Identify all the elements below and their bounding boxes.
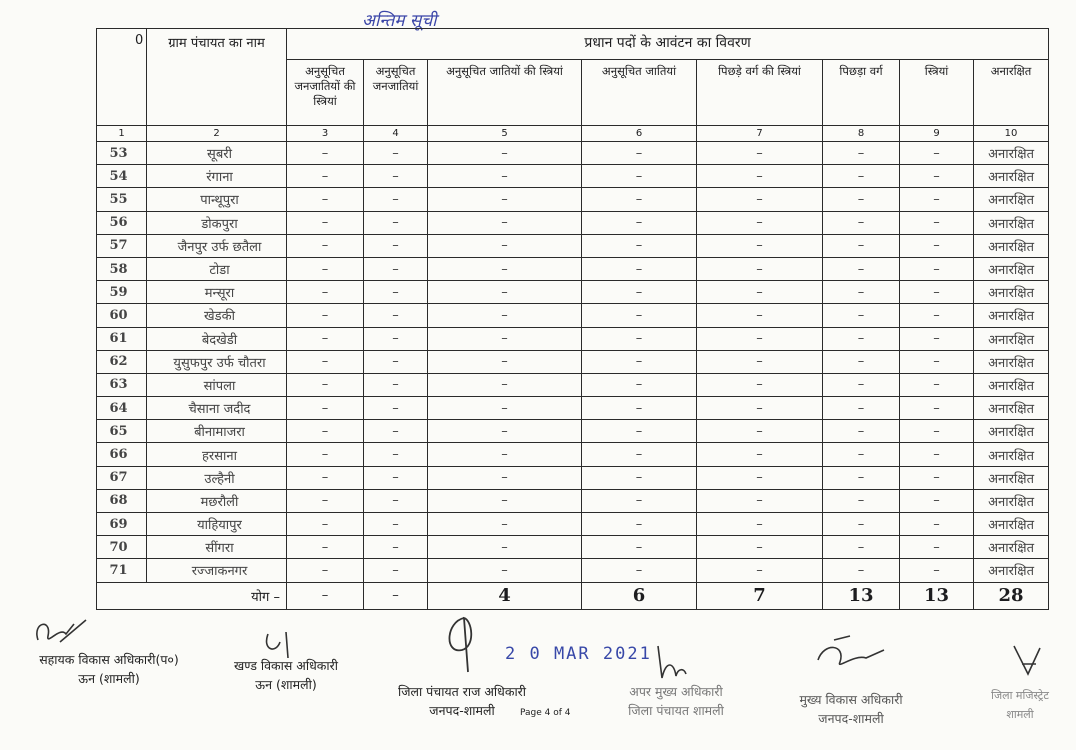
signature-title: सहायक विकास अधिकारी(प०) — [39, 652, 179, 667]
row-dash-cell: – — [428, 536, 582, 559]
table-row — [97, 373, 1049, 396]
total-c9: 13 — [900, 582, 974, 609]
row-dash-cell: – — [900, 397, 974, 420]
row-dash-cell: – — [823, 304, 900, 327]
row-panchayat-name: डोकपुरा — [147, 211, 287, 234]
row-unreserved-cell: अनारक्षित — [974, 188, 1049, 211]
table-row — [97, 234, 1049, 257]
row-serial: 57 — [97, 234, 147, 257]
signature-title: अपर मुख्य अधिकारी — [629, 684, 723, 699]
row-unreserved-cell: अनारक्षित — [974, 165, 1049, 188]
row-unreserved-cell: अनारक्षित — [974, 281, 1049, 304]
signature-title: खण्ड विकास अधिकारी — [234, 658, 338, 673]
row-dash-cell: – — [364, 513, 428, 536]
row-dash-cell: – — [900, 234, 974, 257]
row-dash-cell: – — [900, 350, 974, 373]
row-serial: 58 — [97, 257, 147, 280]
total-c6: 6 — [582, 582, 697, 609]
table-body — [97, 142, 1049, 583]
row-dash-cell: – — [823, 420, 900, 443]
row-dash-cell: – — [428, 327, 582, 350]
row-dash-cell: – — [287, 513, 364, 536]
row-dash-cell: – — [900, 466, 974, 489]
row-dash-cell: – — [287, 350, 364, 373]
row-dash-cell: – — [697, 188, 823, 211]
row-dash-cell: – — [823, 234, 900, 257]
row-dash-cell: – — [900, 536, 974, 559]
row-dash-cell: – — [823, 489, 900, 512]
row-dash-cell: – — [582, 281, 697, 304]
table-row — [97, 142, 1049, 165]
row-dash-cell: – — [287, 327, 364, 350]
table-row — [97, 489, 1049, 512]
row-dash-cell: – — [900, 304, 974, 327]
row-dash-cell: – — [287, 443, 364, 466]
row-dash-cell: – — [697, 373, 823, 396]
row-panchayat-name: उल्हैनी — [147, 466, 287, 489]
row-unreserved-cell: अनारक्षित — [974, 443, 1049, 466]
row-dash-cell: – — [697, 327, 823, 350]
column-number-row — [97, 126, 1049, 142]
total-c7: 7 — [697, 582, 823, 609]
row-serial: 67 — [97, 466, 147, 489]
table-row — [97, 513, 1049, 536]
row-dash-cell: – — [697, 142, 823, 165]
row-dash-cell: – — [823, 211, 900, 234]
row-dash-cell: – — [287, 489, 364, 512]
signature-place: ऊन (शामली) — [255, 677, 317, 692]
row-dash-cell: – — [582, 257, 697, 280]
row-serial: 71 — [97, 559, 147, 582]
row-dash-cell: – — [364, 281, 428, 304]
table-row — [97, 304, 1049, 327]
col-number: 3 — [287, 126, 364, 142]
row-serial: 62 — [97, 350, 147, 373]
row-dash-cell: – — [697, 281, 823, 304]
table-row — [97, 188, 1049, 211]
row-dash-cell: – — [697, 536, 823, 559]
row-dash-cell: – — [364, 327, 428, 350]
col-number: 9 — [900, 126, 974, 142]
table-row — [97, 466, 1049, 489]
row-dash-cell: – — [364, 443, 428, 466]
row-serial: 60 — [97, 304, 147, 327]
row-dash-cell: – — [582, 211, 697, 234]
row-dash-cell: – — [428, 211, 582, 234]
row-dash-cell: – — [428, 188, 582, 211]
col-sc-women-header: अनुसूचित जातियों की स्त्रियां — [428, 60, 582, 126]
row-dash-cell: – — [823, 165, 900, 188]
row-dash-cell: – — [582, 142, 697, 165]
row-dash-cell: – — [428, 559, 582, 582]
row-panchayat-name: मछरौली — [147, 489, 287, 512]
total-c3: – — [287, 582, 364, 609]
row-dash-cell: – — [582, 443, 697, 466]
row-dash-cell: – — [364, 397, 428, 420]
col-st-header: अनुसूचित जनजातियां — [364, 60, 428, 126]
row-dash-cell: – — [428, 397, 582, 420]
row-serial: 54 — [97, 165, 147, 188]
row-dash-cell: – — [287, 234, 364, 257]
row-dash-cell: – — [823, 257, 900, 280]
row-dash-cell: – — [582, 536, 697, 559]
row-dash-cell: – — [364, 234, 428, 257]
row-dash-cell: – — [287, 373, 364, 396]
row-dash-cell: – — [900, 373, 974, 396]
row-unreserved-cell: अनारक्षित — [974, 489, 1049, 512]
row-dash-cell: – — [364, 536, 428, 559]
col-women-header: स्त्रियां — [900, 60, 974, 126]
row-serial: 63 — [97, 373, 147, 396]
row-dash-cell: – — [287, 420, 364, 443]
row-unreserved-cell: अनारक्षित — [974, 513, 1049, 536]
col-number: 7 — [697, 126, 823, 142]
signature-scribble-4 — [652, 640, 692, 684]
col-obc-women-header: पिछड़े वर्ग की स्त्रियां — [697, 60, 823, 126]
row-dash-cell: – — [364, 420, 428, 443]
row-panchayat-name: बेदखेडी — [147, 327, 287, 350]
row-dash-cell: – — [582, 466, 697, 489]
row-serial: 53 — [97, 142, 147, 165]
table-row — [97, 397, 1049, 420]
row-dash-cell: – — [900, 327, 974, 350]
table-row — [97, 211, 1049, 234]
col-number: 2 — [147, 126, 287, 142]
signature-title: मुख्य विकास अधिकारी — [799, 692, 903, 707]
row-dash-cell: – — [428, 373, 582, 396]
row-dash-cell: – — [364, 188, 428, 211]
row-dash-cell: – — [364, 211, 428, 234]
row-panchayat-name: याहियापुर — [147, 513, 287, 536]
row-dash-cell: – — [364, 466, 428, 489]
row-dash-cell: – — [823, 188, 900, 211]
row-panchayat-name: चैसाना जदीद — [147, 397, 287, 420]
row-dash-cell: – — [582, 373, 697, 396]
row-panchayat-name: खेडकी — [147, 304, 287, 327]
row-dash-cell: – — [364, 165, 428, 188]
signature-scribble-5 — [810, 632, 890, 676]
row-dash-cell: – — [900, 420, 974, 443]
row-dash-cell: – — [823, 142, 900, 165]
table-row — [97, 281, 1049, 304]
signature-place: ऊन (शामली) — [78, 671, 140, 686]
row-panchayat-name: बीनामाजरा — [147, 420, 287, 443]
row-unreserved-cell: अनारक्षित — [974, 327, 1049, 350]
col-obc-header: पिछड़ा वर्ग — [823, 60, 900, 126]
table-row — [97, 559, 1049, 582]
table-row — [97, 327, 1049, 350]
row-dash-cell: – — [900, 281, 974, 304]
row-serial: 69 — [97, 513, 147, 536]
signature-addl-chief-officer — [596, 682, 756, 720]
row-dash-cell: – — [582, 559, 697, 582]
row-dash-cell: – — [823, 327, 900, 350]
col-number: 1 — [97, 126, 147, 142]
row-panchayat-name: सींगरा — [147, 536, 287, 559]
row-panchayat-name: मन्सूरा — [147, 281, 287, 304]
row-dash-cell: – — [582, 304, 697, 327]
signature-district-magistrate — [970, 686, 1070, 724]
row-panchayat-name: हरसाना — [147, 443, 287, 466]
row-dash-cell: – — [287, 536, 364, 559]
row-unreserved-cell: अनारक्षित — [974, 234, 1049, 257]
row-unreserved-cell: अनारक्षित — [974, 420, 1049, 443]
row-dash-cell: – — [697, 397, 823, 420]
row-panchayat-name: सांपला — [147, 373, 287, 396]
signature-title: जिला पंचायत राज अधिकारी — [397, 684, 527, 699]
row-dash-cell: – — [428, 466, 582, 489]
total-row — [97, 582, 1049, 609]
row-serial: 61 — [97, 327, 147, 350]
panchayat-name-header: ग्राम पंचायत का नाम — [147, 29, 287, 126]
signature-scribble-3 — [438, 610, 488, 676]
row-dash-cell: – — [697, 466, 823, 489]
row-dash-cell: – — [364, 559, 428, 582]
row-serial: 59 — [97, 281, 147, 304]
row-panchayat-name: जैनपुर उर्फ छतैला — [147, 234, 287, 257]
row-unreserved-cell: अनारक्षित — [974, 559, 1049, 582]
signature-place: शामली — [1006, 708, 1034, 721]
row-serial: 65 — [97, 420, 147, 443]
row-dash-cell: – — [364, 257, 428, 280]
signature-chief-dev-officer — [756, 690, 946, 728]
row-dash-cell: – — [582, 327, 697, 350]
row-dash-cell: – — [823, 350, 900, 373]
row-unreserved-cell: अनारक्षित — [974, 142, 1049, 165]
row-dash-cell: – — [582, 420, 697, 443]
signature-place: जनपद-शामली — [429, 703, 495, 718]
row-dash-cell: – — [900, 165, 974, 188]
row-panchayat-name: टोडा — [147, 257, 287, 280]
row-unreserved-cell: अनारक्षित — [974, 211, 1049, 234]
table-row — [97, 350, 1049, 373]
serial-header: 0 — [97, 29, 147, 126]
row-dash-cell: – — [287, 304, 364, 327]
table-row — [97, 536, 1049, 559]
col-number: 5 — [428, 126, 582, 142]
row-dash-cell: – — [428, 257, 582, 280]
row-panchayat-name: रंगाना — [147, 165, 287, 188]
row-dash-cell: – — [287, 559, 364, 582]
col-number: 10 — [974, 126, 1049, 142]
row-dash-cell: – — [364, 350, 428, 373]
row-dash-cell: – — [287, 211, 364, 234]
row-unreserved-cell: अनारक्षित — [974, 373, 1049, 396]
row-dash-cell: – — [900, 142, 974, 165]
row-dash-cell: – — [287, 257, 364, 280]
row-dash-cell: – — [697, 257, 823, 280]
row-dash-cell: – — [364, 142, 428, 165]
col-unreserved-header: अनारक्षित — [974, 60, 1049, 126]
row-dash-cell: – — [900, 489, 974, 512]
row-dash-cell: – — [823, 443, 900, 466]
row-serial: 64 — [97, 397, 147, 420]
row-unreserved-cell: अनारक्षित — [974, 304, 1049, 327]
row-dash-cell: – — [823, 536, 900, 559]
row-dash-cell: – — [582, 513, 697, 536]
row-dash-cell: – — [823, 466, 900, 489]
page-number: Page 4 of 4 — [520, 708, 571, 718]
row-dash-cell: – — [697, 304, 823, 327]
row-dash-cell: – — [823, 373, 900, 396]
row-dash-cell: – — [428, 304, 582, 327]
total-c4: – — [364, 582, 428, 609]
row-panchayat-name: पान्थूपुरा — [147, 188, 287, 211]
signature-place: जिला पंचायत शामली — [628, 703, 724, 718]
row-dash-cell: – — [823, 281, 900, 304]
col-number: 6 — [582, 126, 697, 142]
row-dash-cell: – — [697, 165, 823, 188]
row-dash-cell: – — [823, 559, 900, 582]
row-dash-cell: – — [697, 234, 823, 257]
total-c10: 28 — [974, 582, 1049, 609]
date-stamp: 2 0 MAR 2021 — [505, 644, 652, 664]
row-dash-cell: – — [287, 397, 364, 420]
table-row — [97, 257, 1049, 280]
row-dash-cell: – — [428, 234, 582, 257]
row-dash-cell: – — [697, 211, 823, 234]
row-serial: 55 — [97, 188, 147, 211]
row-dash-cell: – — [428, 489, 582, 512]
row-dash-cell: – — [428, 420, 582, 443]
row-dash-cell: – — [287, 142, 364, 165]
row-dash-cell: – — [287, 281, 364, 304]
row-dash-cell: – — [582, 188, 697, 211]
row-unreserved-cell: अनारक्षित — [974, 397, 1049, 420]
row-dash-cell: – — [364, 373, 428, 396]
row-dash-cell: – — [823, 513, 900, 536]
row-dash-cell: – — [364, 489, 428, 512]
total-c5: 4 — [428, 582, 582, 609]
allocation-group-header: प्रधान पदों के आवंटन का विवरण — [287, 29, 1049, 60]
row-dash-cell: – — [900, 211, 974, 234]
table-row — [97, 443, 1049, 466]
col-st-women-header: अनुसूचित जनजातियों की स्त्रियां — [287, 60, 364, 126]
row-dash-cell: – — [697, 489, 823, 512]
row-dash-cell: – — [823, 397, 900, 420]
row-dash-cell: – — [428, 281, 582, 304]
total-c8: 13 — [823, 582, 900, 609]
total-label: योग – — [97, 582, 287, 609]
row-dash-cell: – — [582, 489, 697, 512]
row-dash-cell: – — [428, 165, 582, 188]
row-panchayat-name: युसुफपुर उर्फ चौतरा — [147, 350, 287, 373]
allocation-table — [96, 28, 1049, 610]
col-number: 4 — [364, 126, 428, 142]
row-dash-cell: – — [697, 513, 823, 536]
row-panchayat-name: रज्जाकनगर — [147, 559, 287, 582]
row-unreserved-cell: अनारक्षित — [974, 350, 1049, 373]
row-dash-cell: – — [697, 559, 823, 582]
row-panchayat-name: सूबरी — [147, 142, 287, 165]
row-serial: 70 — [97, 536, 147, 559]
row-dash-cell: – — [582, 397, 697, 420]
row-unreserved-cell: अनारक्षित — [974, 466, 1049, 489]
table-row — [97, 165, 1049, 188]
row-unreserved-cell: अनारक्षित — [974, 257, 1049, 280]
signature-title: जिला मजिस्ट्रेट — [991, 689, 1049, 702]
row-dash-cell: – — [697, 420, 823, 443]
row-serial: 68 — [97, 489, 147, 512]
signature-block-dev-officer — [206, 656, 366, 694]
signature-asst-dev-officer — [14, 650, 204, 688]
row-dash-cell: – — [287, 466, 364, 489]
table-row — [97, 420, 1049, 443]
row-dash-cell: – — [287, 188, 364, 211]
signature-place: जनपद-शामली — [818, 711, 884, 726]
row-dash-cell: – — [428, 513, 582, 536]
row-dash-cell: – — [582, 234, 697, 257]
row-dash-cell: – — [900, 559, 974, 582]
col-sc-header: अनुसूचित जातियां — [582, 60, 697, 126]
row-dash-cell: – — [582, 350, 697, 373]
row-dash-cell: – — [900, 513, 974, 536]
col-number: 8 — [823, 126, 900, 142]
row-dash-cell: – — [287, 165, 364, 188]
final-list-handwritten-title: अन्तिम सूची — [362, 11, 437, 31]
row-dash-cell: – — [900, 443, 974, 466]
row-dash-cell: – — [428, 142, 582, 165]
signature-scribble-1 — [30, 612, 90, 652]
row-dash-cell: – — [364, 304, 428, 327]
row-dash-cell: – — [582, 165, 697, 188]
row-dash-cell: – — [428, 350, 582, 373]
row-dash-cell: – — [697, 350, 823, 373]
row-serial: 66 — [97, 443, 147, 466]
row-dash-cell: – — [900, 257, 974, 280]
row-dash-cell: – — [697, 443, 823, 466]
row-unreserved-cell: अनारक्षित — [974, 536, 1049, 559]
row-serial: 56 — [97, 211, 147, 234]
signature-scribble-6 — [1008, 640, 1048, 684]
row-dash-cell: – — [428, 443, 582, 466]
row-dash-cell: – — [900, 188, 974, 211]
